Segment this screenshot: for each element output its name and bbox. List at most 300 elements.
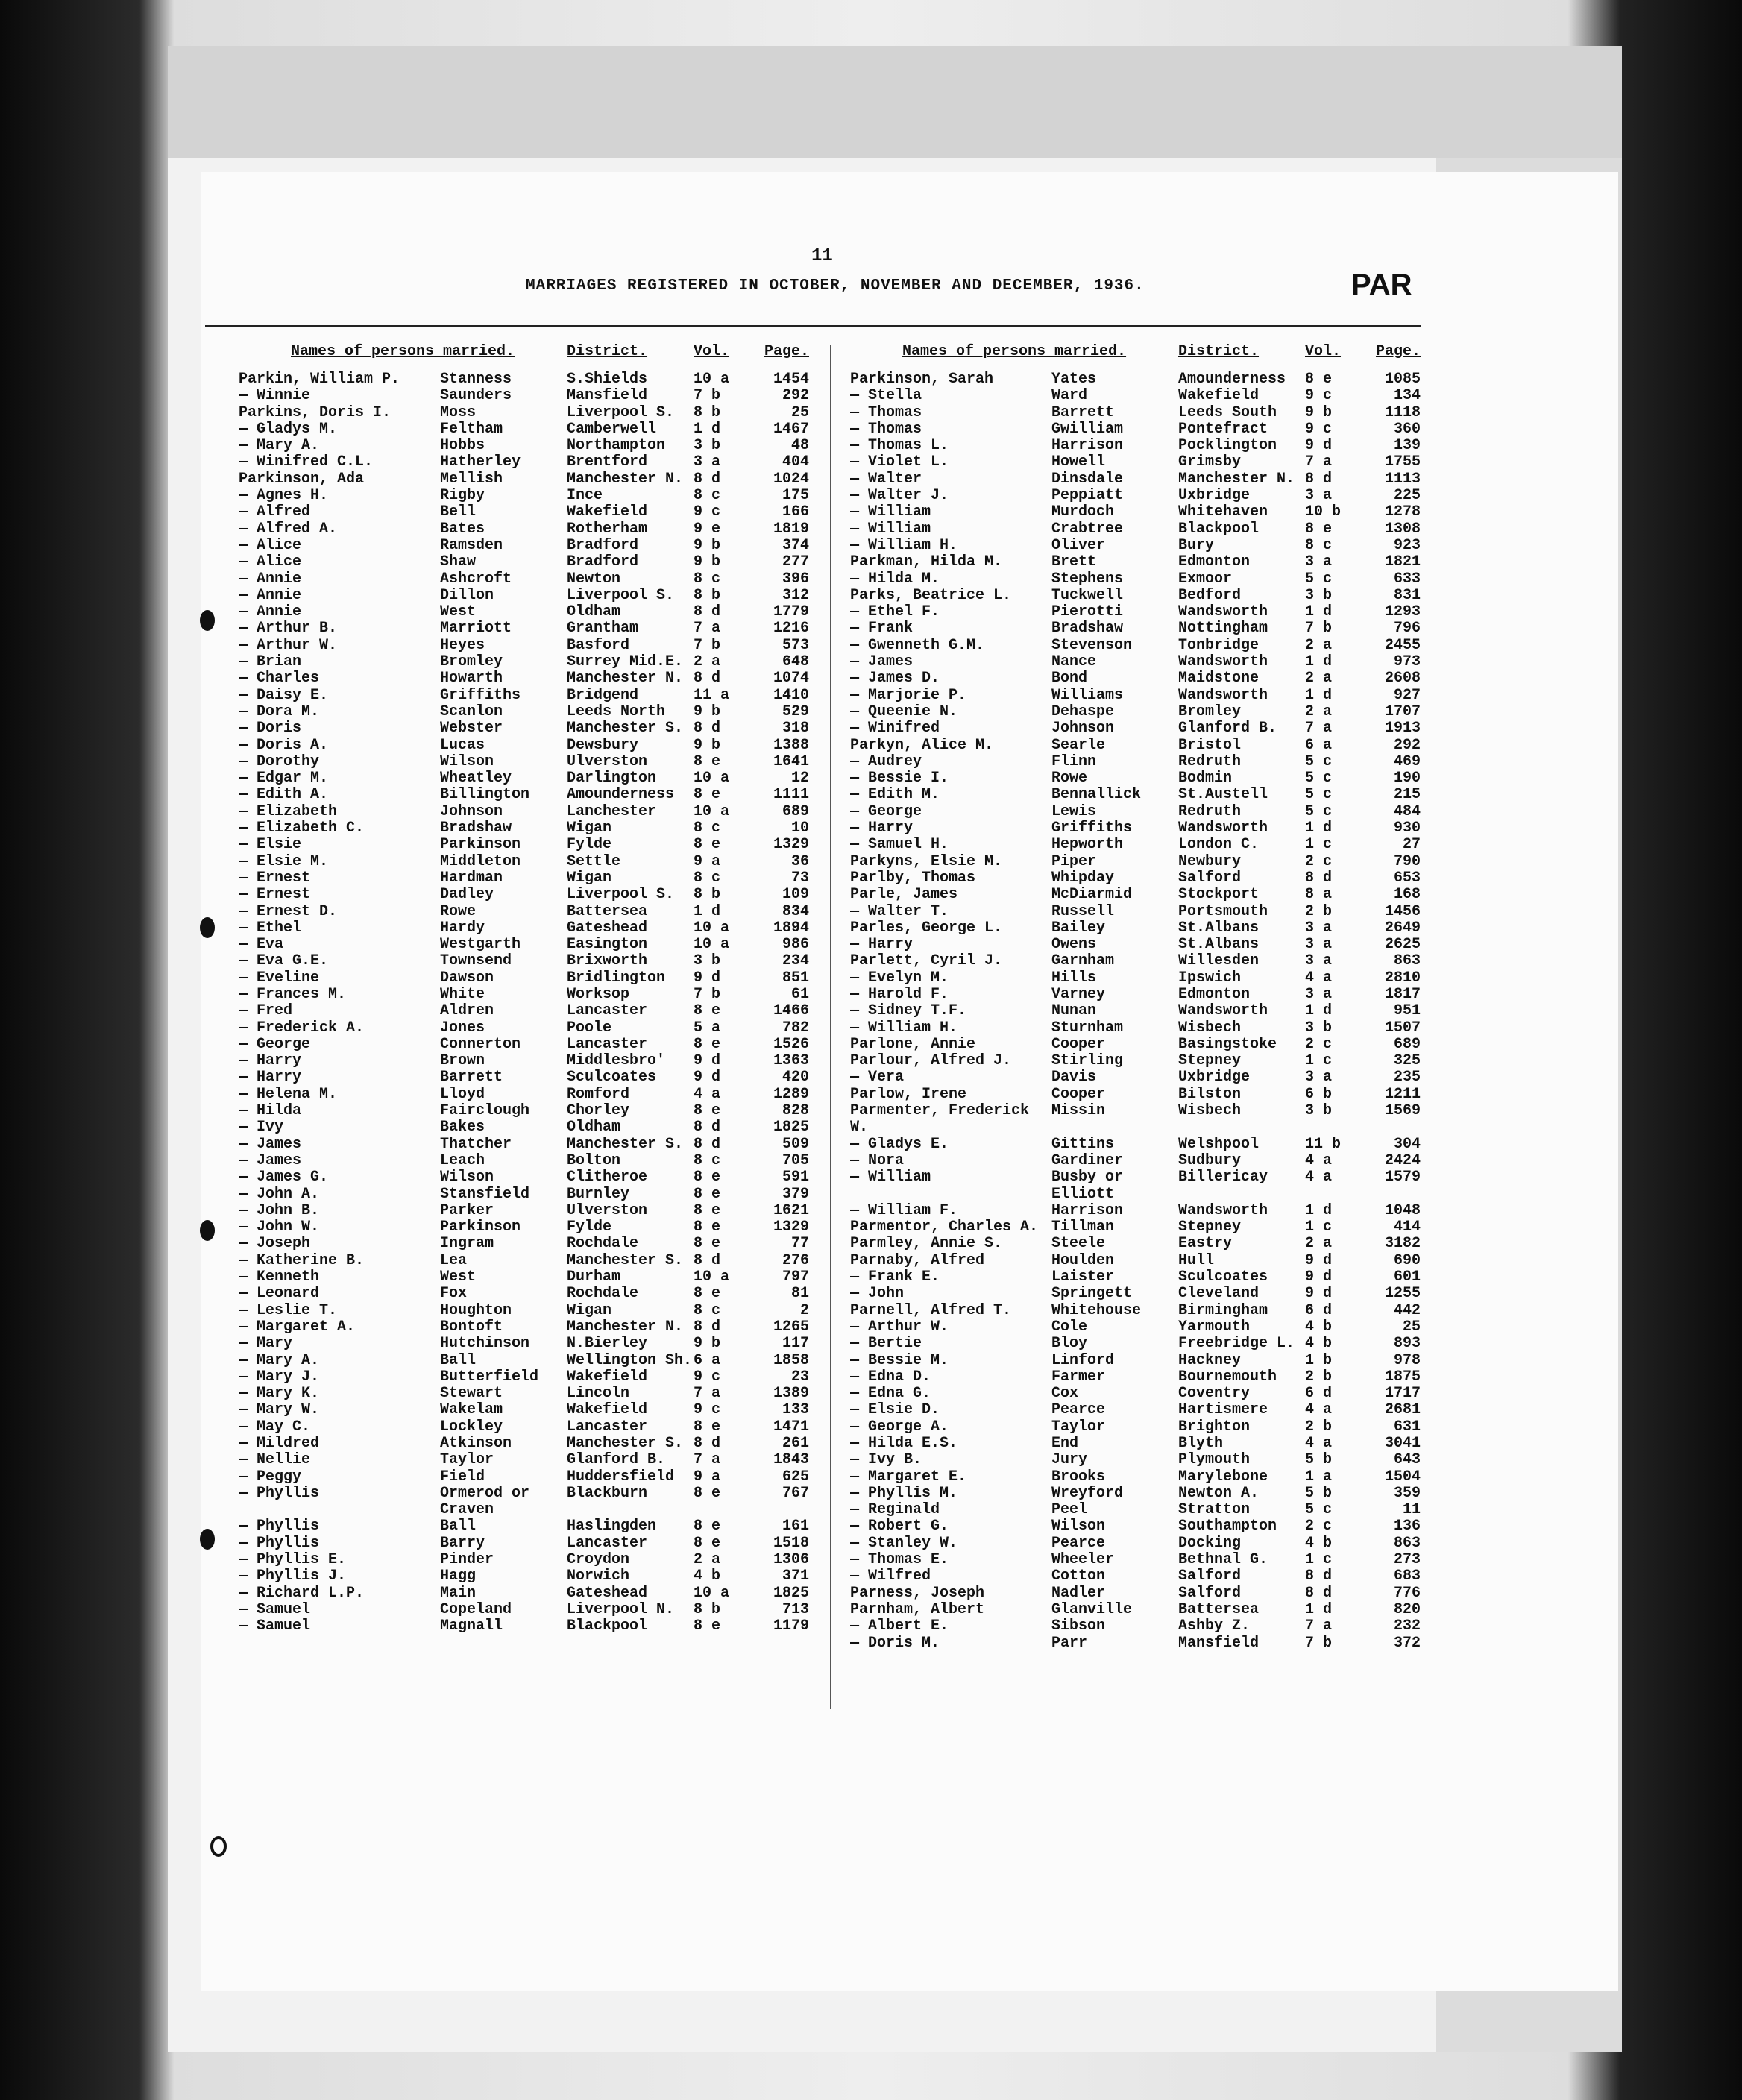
entry-name: — Edna G. bbox=[850, 1386, 931, 1403]
entry-spouse: Pearce bbox=[1051, 1402, 1106, 1419]
entry-vol: 7 a bbox=[1305, 453, 1333, 471]
entry-page: 1289 bbox=[773, 1085, 809, 1103]
entry-row bbox=[850, 1452, 1462, 1468]
entry-vol: 8 e bbox=[1305, 371, 1333, 388]
entry-name: — William H. bbox=[850, 1019, 958, 1037]
entry-page: 325 bbox=[1393, 1052, 1421, 1070]
entry-spouse: Ingram bbox=[440, 1236, 494, 1253]
entry-district: Newbury bbox=[1178, 853, 1242, 870]
entry-spouse: Webster bbox=[440, 720, 503, 738]
entry-district: Sculcoates bbox=[1178, 1269, 1268, 1286]
entry-name: Parnell, Alfred T. bbox=[850, 1302, 1012, 1319]
entry-page: 1817 bbox=[1384, 985, 1421, 1003]
entry-vol: 3 a bbox=[1305, 985, 1333, 1003]
entry-page: 653 bbox=[1393, 869, 1421, 887]
entry-row bbox=[239, 1103, 850, 1119]
entry-page: 1113 bbox=[1384, 470, 1421, 488]
entry-row bbox=[850, 920, 1462, 937]
entry-page: 1825 bbox=[773, 1584, 809, 1602]
entry-spouse: Brown bbox=[440, 1053, 485, 1070]
entry-page: 61 bbox=[790, 985, 809, 1003]
entry-spouse: Brooks bbox=[1051, 1468, 1106, 1486]
entry-spouse: West bbox=[440, 1269, 477, 1286]
entry-row bbox=[239, 521, 850, 538]
entry-spouse: Marriott bbox=[440, 620, 512, 638]
entry-row bbox=[239, 1535, 850, 1552]
entry-spouse: Houghton bbox=[440, 1302, 512, 1319]
entry-row bbox=[239, 405, 850, 421]
entry-row bbox=[239, 854, 850, 870]
entry-district: Glanford B. bbox=[1178, 720, 1277, 738]
entry-page: 1518 bbox=[773, 1534, 809, 1552]
entry-name: — Frederick A. bbox=[239, 1019, 365, 1037]
entry-page: 643 bbox=[1393, 1451, 1421, 1469]
entry-row bbox=[850, 1269, 1462, 1286]
entry-vol: 4 a bbox=[1305, 1435, 1333, 1452]
entry-page: 1507 bbox=[1384, 1019, 1421, 1037]
entry-spouse: Ball bbox=[440, 1352, 477, 1369]
entry-page: 1085 bbox=[1384, 371, 1421, 388]
entry-row bbox=[850, 770, 1462, 787]
entry-spouse: Gwilliam bbox=[1051, 421, 1124, 438]
entry-page: 1819 bbox=[773, 520, 809, 538]
entry-name: — Walter T. bbox=[850, 903, 949, 920]
entry-district: Ipswich bbox=[1178, 969, 1242, 987]
entry-page: 2 bbox=[799, 1301, 809, 1319]
entry-row bbox=[850, 1069, 1462, 1086]
entry-row bbox=[239, 604, 850, 620]
entry-name: Parness, Joseph bbox=[850, 1585, 985, 1602]
entry-row bbox=[850, 1386, 1462, 1402]
entry-spouse: Missin bbox=[1051, 1103, 1106, 1120]
entry-row bbox=[850, 754, 1462, 770]
entry-name: — Albert E. bbox=[850, 1618, 949, 1635]
entry-row bbox=[850, 521, 1462, 538]
entry-page: 689 bbox=[782, 802, 809, 820]
entry-page: 1526 bbox=[773, 1035, 809, 1053]
entry-vol: 3 a bbox=[1305, 553, 1333, 571]
entry-district: Wakefield bbox=[1178, 388, 1260, 405]
entry-spouse: Wakelam bbox=[440, 1402, 503, 1419]
entry-spouse: Brett bbox=[1051, 554, 1097, 571]
entry-name: — Hilda E.S. bbox=[850, 1436, 958, 1452]
entry-row bbox=[850, 538, 1462, 554]
entry-district: Edmonton bbox=[1178, 554, 1251, 571]
entry-name: — Evelyn M. bbox=[850, 969, 949, 987]
entry-district: Oldham bbox=[567, 604, 621, 621]
entry-row bbox=[239, 920, 850, 937]
entry-vol: 7 a bbox=[694, 1451, 721, 1469]
entry-spouse: Bradshaw bbox=[1051, 620, 1124, 638]
entry-row bbox=[239, 371, 850, 388]
entry-name: — Agnes H. bbox=[239, 488, 329, 505]
entry-vol: 11 b bbox=[1305, 1135, 1342, 1153]
entry-name: — Bertie bbox=[850, 1336, 922, 1353]
entry-spouse: Craven bbox=[440, 1502, 494, 1519]
entry-page: 359 bbox=[1393, 1484, 1421, 1502]
entry-district: Blackburn bbox=[567, 1485, 648, 1502]
entry-vol: 8 c bbox=[694, 570, 721, 588]
entry-district: Dewsbury bbox=[567, 737, 639, 754]
entry-spouse: Bloy bbox=[1051, 1336, 1088, 1353]
entry-page: 1569 bbox=[1384, 1102, 1421, 1120]
entry-row bbox=[850, 1020, 1462, 1037]
entry-spouse: Hagg bbox=[440, 1568, 477, 1585]
entry-name: — Gwenneth G.M. bbox=[850, 637, 985, 654]
entry-vol: 10 a bbox=[694, 770, 730, 788]
entry-row bbox=[239, 571, 850, 588]
entry-vol: 7 b bbox=[1305, 620, 1333, 638]
entry-row bbox=[239, 1269, 850, 1286]
entry-vol: 3 b bbox=[694, 437, 721, 455]
entry-row bbox=[850, 405, 1462, 421]
entry-row bbox=[239, 787, 850, 803]
entry-row bbox=[850, 1353, 1462, 1369]
entry-name: Parlone, Annie bbox=[850, 1036, 976, 1053]
entry-page: 273 bbox=[1393, 1551, 1421, 1569]
entry-vol: 2 a bbox=[1305, 702, 1333, 720]
entry-vol: 8 e bbox=[694, 1618, 721, 1635]
entry-vol: 9 e bbox=[694, 520, 721, 538]
entry-page: 927 bbox=[1393, 686, 1421, 704]
entry-vol: 8 d bbox=[1305, 1584, 1333, 1602]
entry-vol: 2 c bbox=[1305, 1035, 1333, 1053]
entry-name: — Helena M. bbox=[239, 1086, 338, 1103]
entry-spouse: Yates bbox=[1051, 371, 1097, 388]
entry-row bbox=[239, 1153, 850, 1169]
entry-page: 1456 bbox=[1384, 902, 1421, 920]
entry-district: Marylebone bbox=[1178, 1468, 1268, 1486]
entry-vol: 1 d bbox=[1305, 603, 1333, 621]
entry-district: Liverpool S. bbox=[567, 404, 675, 421]
entry-row bbox=[239, 1618, 850, 1635]
entry-page: 648 bbox=[782, 653, 809, 671]
entry-row bbox=[850, 388, 1462, 404]
entry-name: — Mary A. bbox=[239, 1352, 320, 1369]
entry-district: Tonbridge bbox=[1178, 637, 1260, 654]
entry-page: 767 bbox=[782, 1484, 809, 1502]
entry-name: W. bbox=[850, 1119, 869, 1137]
entry-vol: 3 b bbox=[694, 952, 721, 970]
entry-name: — Harry bbox=[239, 1053, 302, 1070]
entry-row bbox=[850, 1203, 1462, 1219]
entry-row bbox=[850, 1169, 1462, 1186]
entry-page: 1858 bbox=[773, 1351, 809, 1369]
entry-spouse: Magnall bbox=[440, 1618, 503, 1635]
header-names: Names of persons married. bbox=[902, 343, 1127, 360]
entry-name: — Samuel bbox=[239, 1601, 311, 1618]
entry-spouse: Barrett bbox=[1051, 404, 1115, 421]
entry-name: — Margaret A. bbox=[239, 1318, 356, 1336]
entry-district: Stockport bbox=[1178, 887, 1260, 904]
entry-name: — Elsie D. bbox=[850, 1402, 940, 1419]
entry-spouse: Springett bbox=[1051, 1286, 1133, 1303]
entry-row bbox=[239, 970, 850, 987]
entry-spouse: Aldren bbox=[440, 1003, 494, 1020]
entry-row bbox=[239, 1020, 850, 1037]
entry-page: 1255 bbox=[1384, 1285, 1421, 1303]
entry-vol: 8 d bbox=[694, 470, 721, 488]
entry-page: 235 bbox=[1393, 1069, 1421, 1087]
entry-name: — Eveline bbox=[239, 969, 320, 987]
entry-district: Wakefield bbox=[567, 1368, 648, 1386]
entry-district: Blackpool bbox=[1178, 521, 1260, 538]
entry-page: 529 bbox=[782, 702, 809, 720]
entry-page: 1179 bbox=[773, 1618, 809, 1635]
entry-name: — Brian bbox=[239, 654, 302, 671]
entry-name: Parlow, Irene bbox=[850, 1086, 967, 1103]
entry-page: 469 bbox=[1393, 752, 1421, 770]
entry-name: Parkinson, Sarah bbox=[850, 371, 994, 388]
entry-vol bbox=[694, 1502, 749, 1518]
entry-name: — May C. bbox=[239, 1418, 311, 1436]
entry-vol: 5 a bbox=[694, 1019, 721, 1037]
entry-district bbox=[1178, 1119, 1305, 1136]
entry-row bbox=[239, 704, 850, 720]
entry-name: Parkins, Doris I. bbox=[239, 404, 392, 421]
entry-district: Bethnal G. bbox=[1178, 1552, 1268, 1569]
entry-row bbox=[850, 1186, 1462, 1203]
entry-row bbox=[850, 1053, 1462, 1069]
entry-row bbox=[239, 820, 850, 837]
entry-page: 304 bbox=[1393, 1135, 1421, 1153]
entry-row bbox=[239, 471, 850, 488]
entry-vol: 8 d bbox=[694, 1435, 721, 1452]
entry-district: Wisbech bbox=[1178, 1019, 1242, 1037]
entry-district: Maidstone bbox=[1178, 670, 1260, 688]
entry-name: — William H. bbox=[850, 537, 958, 554]
entry-page: 1216 bbox=[773, 620, 809, 638]
entry-district: Mansfield bbox=[567, 388, 648, 405]
entry-row bbox=[850, 504, 1462, 521]
entry-district: Willesden bbox=[1178, 953, 1260, 970]
entry-name: — Alfred A. bbox=[239, 521, 338, 538]
entry-district: Lancaster bbox=[567, 1036, 648, 1053]
entry-district: Wandsworth bbox=[1178, 1003, 1268, 1020]
entry-row bbox=[850, 1037, 1462, 1053]
entry-page bbox=[1361, 1119, 1421, 1136]
entry-district: Basingstoke bbox=[1178, 1036, 1277, 1053]
entry-vol: 4 b bbox=[1305, 1534, 1333, 1552]
entry-page: 796 bbox=[1393, 620, 1421, 638]
entry-vol: 8 d bbox=[694, 1135, 721, 1153]
entry-page: 73 bbox=[790, 869, 809, 887]
entry-name: — Doris bbox=[239, 720, 302, 738]
entry-spouse: Mellish bbox=[440, 471, 503, 488]
entry-spouse: Barrett bbox=[440, 1069, 503, 1087]
entry-vol: 9 d bbox=[1305, 1285, 1333, 1303]
entry-spouse: Gittins bbox=[1051, 1136, 1115, 1153]
entry-district: Docking bbox=[1178, 1535, 1242, 1552]
entry-row bbox=[239, 638, 850, 654]
entry-name: — Richard L.P. bbox=[239, 1585, 365, 1602]
entry-page: 292 bbox=[782, 387, 809, 405]
entry-page: 117 bbox=[782, 1335, 809, 1353]
entry-name: — Thomas L. bbox=[850, 438, 949, 455]
entry-vol: 8 b bbox=[694, 586, 721, 604]
entry-spouse: Bell bbox=[440, 504, 477, 521]
entry-name: — James D. bbox=[850, 670, 940, 688]
entry-page: 175 bbox=[782, 487, 809, 505]
entry-page: 1024 bbox=[773, 470, 809, 488]
entry-row bbox=[239, 720, 850, 737]
entry-vol: 8 d bbox=[694, 720, 721, 738]
entry-spouse: Garnham bbox=[1051, 953, 1115, 970]
entry-spouse: End bbox=[1051, 1436, 1079, 1452]
entry-spouse: West bbox=[440, 604, 477, 621]
entry-spouse: Busby or bbox=[1051, 1169, 1124, 1186]
entry-vol: 4 b bbox=[1305, 1335, 1333, 1353]
entry-name: — Edith A. bbox=[239, 787, 329, 804]
entry-district: Ashby Z. bbox=[1178, 1618, 1251, 1635]
entry-page: 1821 bbox=[1384, 553, 1421, 571]
entry-page: 834 bbox=[782, 902, 809, 920]
entry-vol: 8 e bbox=[694, 1201, 721, 1219]
entry-page: 986 bbox=[782, 936, 809, 954]
entry-spouse: Bakes bbox=[440, 1119, 485, 1137]
entry-district: Brentford bbox=[567, 454, 648, 471]
entry-page: 1894 bbox=[773, 919, 809, 937]
entry-spouse: Cotton bbox=[1051, 1568, 1106, 1585]
entry-spouse: Hills bbox=[1051, 969, 1097, 987]
entry-spouse: Dinsdale bbox=[1051, 471, 1124, 488]
entry-vol: 8 c bbox=[694, 1301, 721, 1319]
entry-page: 1306 bbox=[773, 1551, 809, 1569]
left-column bbox=[239, 343, 850, 1635]
entry-district: Brighton bbox=[1178, 1418, 1251, 1436]
entry-district: Bristol bbox=[1178, 737, 1242, 754]
entry-row bbox=[850, 571, 1462, 588]
entry-vol: 5 c bbox=[1305, 770, 1333, 788]
entry-spouse: Sturnham bbox=[1051, 1019, 1124, 1037]
entry-page: 713 bbox=[782, 1600, 809, 1618]
entry-spouse: Griffiths bbox=[440, 687, 521, 704]
entry-row bbox=[239, 887, 850, 903]
entry-district: Rochdale bbox=[567, 1236, 639, 1253]
entry-district: Bilston bbox=[1178, 1086, 1242, 1103]
entry-name: — Katherine B. bbox=[239, 1252, 365, 1269]
entry-vol: 6 d bbox=[1305, 1301, 1333, 1319]
entry-name: — Daisy E. bbox=[239, 687, 329, 704]
entry-page: 1363 bbox=[773, 1052, 809, 1070]
entry-district: Sudbury bbox=[1178, 1152, 1242, 1169]
entry-vol: 3 a bbox=[1305, 487, 1333, 505]
entry-vol: 5 c bbox=[1305, 752, 1333, 770]
entry-vol: 5 c bbox=[1305, 802, 1333, 820]
entry-row bbox=[850, 1585, 1462, 1602]
entry-page: 1454 bbox=[773, 371, 809, 388]
entry-vol: 9 a bbox=[694, 1468, 721, 1486]
entry-district: Wandsworth bbox=[1178, 1202, 1268, 1219]
entry-spouse: Ramsden bbox=[440, 537, 503, 554]
entry-name: — Phyllis bbox=[239, 1518, 320, 1535]
entry-vol: 9 b bbox=[694, 553, 721, 571]
entry-page: 1779 bbox=[773, 603, 809, 621]
entry-page: 1074 bbox=[773, 670, 809, 688]
entry-name: Parlett, Cyril J. bbox=[850, 953, 1003, 970]
entry-district: Rochdale bbox=[567, 1286, 639, 1303]
entry-name: — Sidney T.F. bbox=[850, 1003, 967, 1020]
entry-page: 591 bbox=[782, 1169, 809, 1186]
entry-district: Bolton bbox=[567, 1152, 621, 1169]
entry-vol: 1 d bbox=[1305, 686, 1333, 704]
entry-row bbox=[239, 504, 850, 521]
entry-district: Southampton bbox=[1178, 1518, 1277, 1535]
entry-district: Durham bbox=[567, 1269, 621, 1286]
entry-spouse: Westgarth bbox=[440, 937, 521, 954]
entry-name: — Annie bbox=[239, 570, 302, 588]
entry-vol: 8 e bbox=[694, 1285, 721, 1303]
entry-district: Birmingham bbox=[1178, 1302, 1268, 1319]
entry-row bbox=[850, 1286, 1462, 1302]
entry-district: Fylde bbox=[567, 1219, 612, 1236]
entry-district: St.Albans bbox=[1178, 919, 1260, 937]
entry-row bbox=[850, 588, 1462, 604]
entry-row bbox=[850, 970, 1462, 987]
entry-name: — Gladys M. bbox=[239, 421, 338, 438]
entry-row bbox=[850, 1303, 1462, 1319]
entry-spouse: Butterfield bbox=[440, 1368, 539, 1386]
entry-district: Portsmouth bbox=[1178, 903, 1268, 920]
entry-district: Wellington Sh. bbox=[567, 1352, 693, 1369]
entry-vol: 4 b bbox=[694, 1568, 721, 1585]
entry-district: Manchester S. bbox=[567, 1436, 684, 1452]
entry-name: — Ernest bbox=[239, 870, 311, 887]
entry-row bbox=[850, 554, 1462, 570]
entry-name: — Hilda bbox=[239, 1103, 302, 1120]
entry-page: 396 bbox=[782, 570, 809, 588]
entry-vol: 5 b bbox=[1305, 1451, 1333, 1469]
entry-district: Newton A. bbox=[1178, 1485, 1260, 1502]
entry-page: 190 bbox=[1393, 770, 1421, 788]
entry-page: 2649 bbox=[1384, 919, 1421, 937]
entry-spouse: Hardman bbox=[440, 870, 503, 887]
entry-row bbox=[850, 1103, 1462, 1119]
entry-spouse: White bbox=[440, 986, 485, 1003]
entry-vol: 7 b bbox=[694, 387, 721, 405]
entry-spouse: Nadler bbox=[1051, 1585, 1106, 1602]
entry-spouse: Ward bbox=[1051, 388, 1088, 405]
entry-row bbox=[239, 1119, 850, 1136]
entry-spouse: Ormerod or bbox=[440, 1485, 530, 1502]
entry-spouse: Middleton bbox=[440, 853, 521, 870]
entry-spouse: Fox bbox=[440, 1286, 468, 1303]
entry-district: Leeds North bbox=[567, 703, 666, 720]
entry-spouse: Williams bbox=[1051, 687, 1124, 704]
entry-vol: 9 c bbox=[694, 1401, 721, 1419]
entry-vol: 2 c bbox=[1305, 1518, 1333, 1535]
entry-district: Bromley bbox=[1178, 703, 1242, 720]
entry-vol: 8 e bbox=[694, 1185, 721, 1203]
entry-spouse: Feltham bbox=[440, 421, 503, 438]
header-vol: Vol. bbox=[694, 343, 730, 360]
entry-row bbox=[850, 887, 1462, 903]
entry-spouse: Connerton bbox=[440, 1036, 521, 1053]
entry-spouse: Davis bbox=[1051, 1069, 1097, 1087]
entry-spouse: Dawson bbox=[440, 969, 494, 987]
entry-district: St.Albans bbox=[1178, 937, 1260, 954]
entry-vol: 9 d bbox=[1305, 1251, 1333, 1269]
entry-district: Bradford bbox=[567, 554, 639, 571]
entry-row bbox=[850, 1552, 1462, 1568]
entry-page: 1466 bbox=[773, 1002, 809, 1020]
entry-vol: 1 c bbox=[1305, 1219, 1333, 1236]
entry-page: 1293 bbox=[1384, 603, 1421, 621]
entry-spouse: Nance bbox=[1051, 654, 1097, 671]
entry-row bbox=[239, 904, 850, 920]
entry-row bbox=[239, 1203, 850, 1219]
entry-district: Lincoln bbox=[567, 1386, 630, 1403]
